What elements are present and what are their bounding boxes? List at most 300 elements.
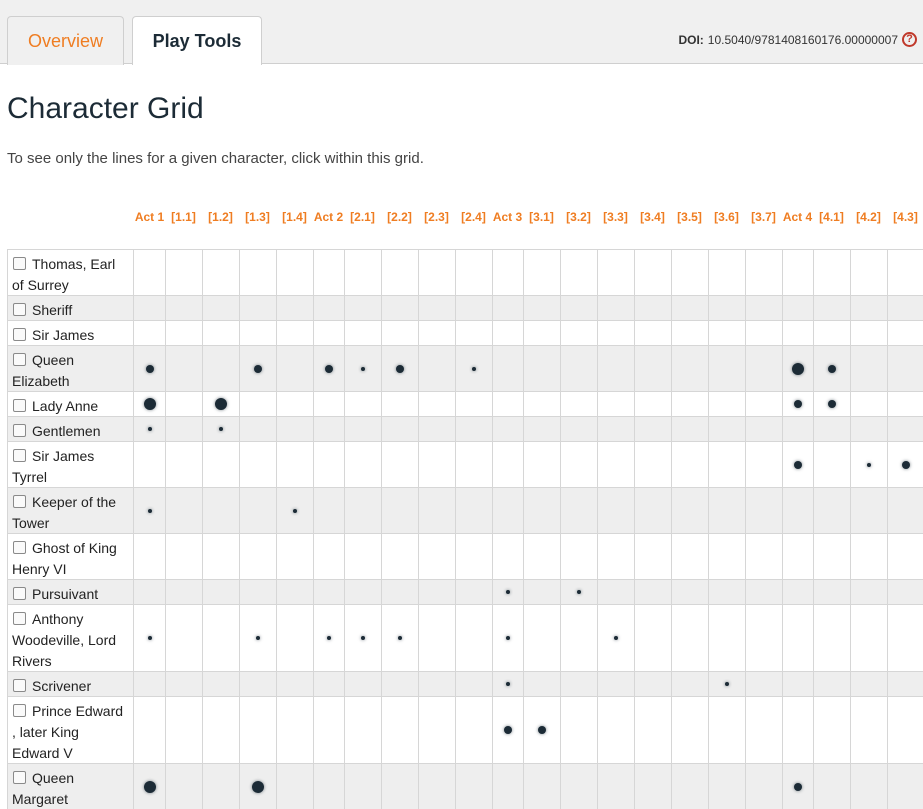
grid-cell[interactable] [813,764,850,809]
grid-cell[interactable] [597,346,634,391]
grid-cell[interactable] [344,697,381,763]
grid-cell[interactable] [276,321,313,345]
grid-cell[interactable] [745,346,782,391]
grid-cell[interactable] [560,534,597,579]
grid-cell[interactable] [202,534,239,579]
grid-cell[interactable] [708,764,745,809]
grid-cell[interactable] [708,697,745,763]
grid-cell[interactable] [492,392,523,416]
grid-cell[interactable] [634,534,671,579]
column-header[interactable]: [3.1] [529,210,554,224]
grid-cell[interactable] [850,296,887,320]
grid-cell[interactable] [850,346,887,391]
column-header[interactable]: [2.2] [387,210,412,224]
grid-cell[interactable] [745,250,782,295]
grid-cell[interactable] [708,250,745,295]
grid-cell[interactable] [850,488,887,533]
grid-cell[interactable] [813,392,850,416]
grid-cell[interactable] [418,672,455,696]
grid-cell[interactable] [708,442,745,487]
grid-cell[interactable] [239,534,276,579]
grid-cell[interactable] [276,346,313,391]
grid-cell[interactable] [560,672,597,696]
grid-cell[interactable] [165,697,202,763]
grid-cell[interactable] [782,672,813,696]
grid-cell[interactable] [239,605,276,671]
grid-cell[interactable] [344,417,381,441]
grid-cell[interactable] [597,296,634,320]
grid-cell[interactable] [813,580,850,604]
column-header[interactable]: [2.3] [424,210,449,224]
grid-cell[interactable] [202,250,239,295]
grid-cell[interactable] [745,488,782,533]
grid-cell[interactable] [381,672,418,696]
grid-cell[interactable] [455,488,492,533]
grid-cell[interactable] [344,605,381,671]
character-checkbox[interactable] [13,424,26,437]
grid-cell[interactable] [134,417,165,441]
grid-cell[interactable] [634,442,671,487]
grid-cell[interactable] [887,442,923,487]
grid-cell[interactable] [523,605,560,671]
grid-cell[interactable] [165,764,202,809]
grid-cell[interactable] [708,672,745,696]
grid-cell[interactable] [634,417,671,441]
grid-cell[interactable] [523,250,560,295]
grid-cell[interactable] [418,250,455,295]
grid-cell[interactable] [418,697,455,763]
grid-cell[interactable] [344,442,381,487]
grid-cell[interactable] [850,764,887,809]
grid-cell[interactable] [455,417,492,441]
grid-cell[interactable] [813,672,850,696]
tab-play-tools[interactable]: Play Tools [132,16,262,65]
grid-cell[interactable] [313,296,344,320]
grid-cell[interactable] [239,417,276,441]
grid-cell[interactable] [418,605,455,671]
grid-cell[interactable] [492,580,523,604]
grid-cell[interactable] [313,605,344,671]
grid-cell[interactable] [134,534,165,579]
grid-cell[interactable] [239,296,276,320]
character-checkbox[interactable] [13,771,26,784]
grid-cell[interactable] [745,321,782,345]
grid-cell[interactable] [492,321,523,345]
grid-cell[interactable] [745,764,782,809]
grid-cell[interactable] [381,534,418,579]
grid-cell[interactable] [134,392,165,416]
grid-cell[interactable] [708,534,745,579]
grid-cell[interactable] [313,346,344,391]
grid-cell[interactable] [202,764,239,809]
grid-cell[interactable] [782,697,813,763]
grid-cell[interactable] [381,296,418,320]
grid-cell[interactable] [634,672,671,696]
grid-cell[interactable] [708,580,745,604]
grid-cell[interactable] [745,580,782,604]
grid-cell[interactable] [887,488,923,533]
grid-cell[interactable] [239,250,276,295]
grid-cell[interactable] [455,442,492,487]
grid-cell[interactable] [560,580,597,604]
grid-cell[interactable] [887,605,923,671]
grid-cell[interactable] [745,296,782,320]
grid-cell[interactable] [492,764,523,809]
grid-cell[interactable] [313,250,344,295]
grid-cell[interactable] [523,697,560,763]
grid-cell[interactable] [597,605,634,671]
grid-cell[interactable] [634,392,671,416]
grid-cell[interactable] [887,296,923,320]
column-header[interactable]: [4.1] [819,210,844,224]
column-header[interactable]: [3.6] [714,210,739,224]
grid-cell[interactable] [634,346,671,391]
grid-cell[interactable] [597,672,634,696]
grid-cell[interactable] [239,672,276,696]
grid-cell[interactable] [782,321,813,345]
column-header[interactable]: Act 4 [782,210,813,224]
grid-cell[interactable] [887,250,923,295]
grid-cell[interactable] [492,697,523,763]
grid-cell[interactable] [782,296,813,320]
column-header[interactable]: [4.3] [893,210,918,224]
grid-cell[interactable] [850,392,887,416]
character-checkbox[interactable] [13,303,26,316]
column-header[interactable]: [1.2] [208,210,233,224]
grid-cell[interactable] [418,442,455,487]
grid-cell[interactable] [313,580,344,604]
grid-cell[interactable] [492,488,523,533]
grid-cell[interactable] [344,392,381,416]
grid-cell[interactable] [597,580,634,604]
character-checkbox[interactable] [13,704,26,717]
grid-cell[interactable] [134,488,165,533]
grid-cell[interactable] [782,488,813,533]
grid-cell[interactable] [134,250,165,295]
grid-cell[interactable] [850,580,887,604]
grid-cell[interactable] [813,296,850,320]
grid-cell[interactable] [745,534,782,579]
character-checkbox[interactable] [13,495,26,508]
grid-cell[interactable] [492,296,523,320]
grid-cell[interactable] [344,321,381,345]
column-header[interactable]: [1.4] [282,210,307,224]
grid-cell[interactable] [165,346,202,391]
grid-cell[interactable] [455,580,492,604]
grid-cell[interactable] [597,321,634,345]
grid-cell[interactable] [560,442,597,487]
column-header[interactable]: [2.1] [350,210,375,224]
grid-cell[interactable] [560,250,597,295]
grid-cell[interactable] [418,346,455,391]
grid-cell[interactable] [523,442,560,487]
grid-cell[interactable] [134,764,165,809]
grid-cell[interactable] [165,442,202,487]
grid-cell[interactable] [276,697,313,763]
grid-cell[interactable] [134,672,165,696]
grid-cell[interactable] [202,442,239,487]
grid-cell[interactable] [634,764,671,809]
grid-cell[interactable] [708,488,745,533]
grid-cell[interactable] [455,321,492,345]
grid-cell[interactable] [745,392,782,416]
grid-cell[interactable] [560,488,597,533]
grid-cell[interactable] [813,346,850,391]
grid-cell[interactable] [887,392,923,416]
grid-cell[interactable] [344,764,381,809]
grid-cell[interactable] [708,321,745,345]
grid-cell[interactable] [671,605,708,671]
grid-cell[interactable] [850,250,887,295]
grid-cell[interactable] [523,417,560,441]
grid-cell[interactable] [313,442,344,487]
grid-cell[interactable] [492,534,523,579]
grid-cell[interactable] [492,417,523,441]
grid-cell[interactable] [492,346,523,391]
grid-cell[interactable] [381,346,418,391]
grid-cell[interactable] [455,346,492,391]
column-header[interactable]: Act 2 [313,210,344,224]
grid-cell[interactable] [887,346,923,391]
grid-cell[interactable] [597,534,634,579]
grid-cell[interactable] [344,296,381,320]
grid-cell[interactable] [850,417,887,441]
grid-cell[interactable] [523,392,560,416]
grid-cell[interactable] [418,392,455,416]
grid-cell[interactable] [671,417,708,441]
grid-cell[interactable] [745,417,782,441]
grid-cell[interactable] [560,392,597,416]
grid-cell[interactable] [418,580,455,604]
grid-cell[interactable] [813,442,850,487]
column-header[interactable]: [3.5] [677,210,702,224]
grid-cell[interactable] [239,580,276,604]
grid-cell[interactable] [850,534,887,579]
grid-cell[interactable] [239,697,276,763]
grid-cell[interactable] [671,488,708,533]
column-header[interactable]: [1.1] [171,210,196,224]
grid-cell[interactable] [597,488,634,533]
grid-cell[interactable] [813,697,850,763]
grid-cell[interactable] [560,605,597,671]
grid-cell[interactable] [134,605,165,671]
grid-cell[interactable] [634,321,671,345]
grid-cell[interactable] [671,296,708,320]
grid-cell[interactable] [276,764,313,809]
grid-cell[interactable] [782,764,813,809]
grid-cell[interactable] [782,442,813,487]
grid-cell[interactable] [708,605,745,671]
grid-cell[interactable] [708,296,745,320]
grid-cell[interactable] [560,321,597,345]
column-header[interactable]: [3.2] [566,210,591,224]
grid-cell[interactable] [202,296,239,320]
grid-cell[interactable] [134,580,165,604]
grid-cell[interactable] [597,764,634,809]
grid-cell[interactable] [276,580,313,604]
grid-cell[interactable] [745,442,782,487]
character-checkbox[interactable] [13,587,26,600]
grid-cell[interactable] [813,605,850,671]
grid-cell[interactable] [782,417,813,441]
grid-cell[interactable] [313,672,344,696]
grid-cell[interactable] [597,250,634,295]
grid-cell[interactable] [165,534,202,579]
grid-cell[interactable] [560,417,597,441]
grid-cell[interactable] [381,250,418,295]
grid-cell[interactable] [381,764,418,809]
grid-cell[interactable] [239,488,276,533]
grid-cell[interactable] [165,672,202,696]
grid-cell[interactable] [276,672,313,696]
column-header[interactable]: [4.2] [856,210,881,224]
grid-cell[interactable] [782,605,813,671]
grid-cell[interactable] [813,488,850,533]
grid-cell[interactable] [381,488,418,533]
grid-cell[interactable] [202,417,239,441]
grid-cell[interactable] [560,697,597,763]
doi-help-icon[interactable]: ? [902,32,917,47]
character-checkbox[interactable] [13,541,26,554]
grid-cell[interactable] [887,417,923,441]
grid-cell[interactable] [202,392,239,416]
character-checkbox[interactable] [13,399,26,412]
column-header[interactable]: [3.7] [751,210,776,224]
grid-cell[interactable] [313,392,344,416]
grid-cell[interactable] [560,764,597,809]
grid-cell[interactable] [344,580,381,604]
grid-cell[interactable] [455,764,492,809]
character-checkbox[interactable] [13,353,26,366]
grid-cell[interactable] [276,442,313,487]
grid-cell[interactable] [276,605,313,671]
grid-cell[interactable] [455,250,492,295]
grid-cell[interactable] [455,672,492,696]
grid-cell[interactable] [134,442,165,487]
grid-cell[interactable] [523,296,560,320]
grid-cell[interactable] [202,346,239,391]
grid-cell[interactable] [381,442,418,487]
grid-cell[interactable] [202,697,239,763]
grid-cell[interactable] [313,534,344,579]
grid-cell[interactable] [782,250,813,295]
grid-cell[interactable] [492,672,523,696]
grid-cell[interactable] [708,392,745,416]
grid-cell[interactable] [276,250,313,295]
grid-cell[interactable] [313,321,344,345]
grid-cell[interactable] [239,346,276,391]
grid-cell[interactable] [671,250,708,295]
grid-cell[interactable] [523,346,560,391]
grid-cell[interactable] [276,417,313,441]
column-header[interactable]: [1.3] [245,210,270,224]
grid-cell[interactable] [455,392,492,416]
grid-cell[interactable] [597,417,634,441]
grid-cell[interactable] [344,250,381,295]
grid-cell[interactable] [381,580,418,604]
column-header[interactable]: Act 1 [134,210,165,224]
grid-cell[interactable] [850,442,887,487]
character-checkbox[interactable] [13,449,26,462]
grid-cell[interactable] [455,697,492,763]
grid-cell[interactable] [381,605,418,671]
grid-cell[interactable] [418,321,455,345]
grid-cell[interactable] [344,672,381,696]
column-header[interactable]: [2.4] [461,210,486,224]
grid-cell[interactable] [850,672,887,696]
grid-cell[interactable] [313,417,344,441]
grid-cell[interactable] [887,580,923,604]
grid-cell[interactable] [523,764,560,809]
grid-cell[interactable] [671,392,708,416]
grid-cell[interactable] [708,417,745,441]
grid-cell[interactable] [492,250,523,295]
grid-cell[interactable] [813,417,850,441]
grid-cell[interactable] [523,580,560,604]
grid-cell[interactable] [850,321,887,345]
grid-cell[interactable] [276,534,313,579]
grid-cell[interactable] [671,580,708,604]
grid-cell[interactable] [708,346,745,391]
grid-cell[interactable] [745,605,782,671]
character-checkbox[interactable] [13,612,26,625]
character-checkbox[interactable] [13,679,26,692]
grid-cell[interactable] [418,296,455,320]
grid-cell[interactable] [239,321,276,345]
grid-cell[interactable] [239,442,276,487]
grid-cell[interactable] [202,580,239,604]
grid-cell[interactable] [523,534,560,579]
grid-cell[interactable] [239,764,276,809]
grid-cell[interactable] [887,321,923,345]
grid-cell[interactable] [165,580,202,604]
grid-cell[interactable] [165,488,202,533]
grid-cell[interactable] [313,697,344,763]
grid-cell[interactable] [418,534,455,579]
grid-cell[interactable] [782,346,813,391]
grid-cell[interactable] [523,488,560,533]
column-header[interactable]: [3.3] [603,210,628,224]
grid-cell[interactable] [671,534,708,579]
grid-cell[interactable] [455,534,492,579]
grid-cell[interactable] [165,605,202,671]
grid-cell[interactable] [313,764,344,809]
grid-cell[interactable] [813,534,850,579]
grid-cell[interactable] [887,697,923,763]
grid-cell[interactable] [239,392,276,416]
grid-cell[interactable] [782,392,813,416]
grid-cell[interactable] [165,417,202,441]
grid-cell[interactable] [560,346,597,391]
grid-cell[interactable] [455,296,492,320]
grid-cell[interactable] [634,488,671,533]
grid-cell[interactable] [597,442,634,487]
grid-cell[interactable] [523,672,560,696]
grid-cell[interactable] [202,488,239,533]
grid-cell[interactable] [782,580,813,604]
grid-cell[interactable] [418,764,455,809]
tab-overview[interactable]: Overview [7,16,124,65]
grid-cell[interactable] [887,534,923,579]
grid-cell[interactable] [813,321,850,345]
column-header[interactable]: [3.4] [640,210,665,224]
grid-cell[interactable] [344,488,381,533]
grid-cell[interactable] [134,346,165,391]
grid-cell[interactable] [745,697,782,763]
column-header[interactable]: Act 3 [492,210,523,224]
grid-cell[interactable] [492,442,523,487]
grid-cell[interactable] [381,697,418,763]
